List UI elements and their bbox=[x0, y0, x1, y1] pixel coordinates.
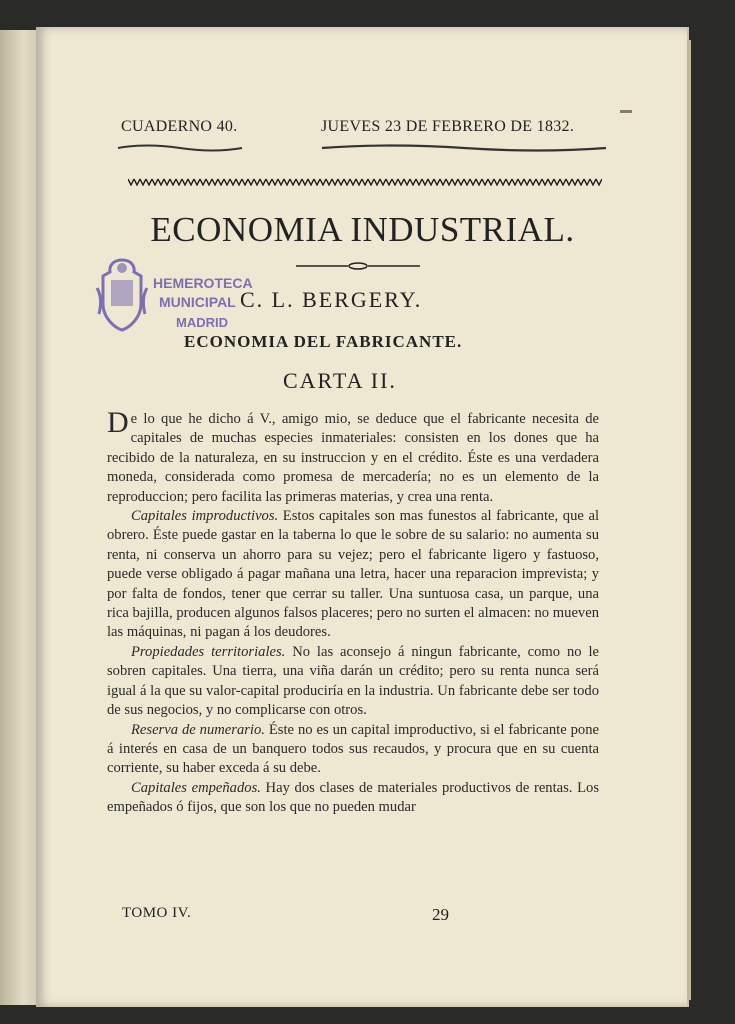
paragraph-lead: Capitales improductivos. bbox=[131, 508, 279, 525]
page-edge bbox=[687, 40, 691, 1000]
paragraph-text: Hay dos clases de materiales productivos de rentas. Los empeñados ó fijos, que son los que no pueden mudar bbox=[107, 779, 599, 816]
paragraph-lead: Capitales empeñados. bbox=[131, 779, 261, 796]
stamp-line-3: MADRID bbox=[176, 315, 228, 330]
issue-number: CUADERNO 40. bbox=[121, 118, 238, 135]
paragraph-3 bbox=[107, 643, 599, 721]
letter-heading: CARTA II. bbox=[283, 368, 397, 393]
paragraph-5 bbox=[107, 779, 599, 818]
paragraph-1 bbox=[107, 406, 599, 507]
header-swash-right bbox=[320, 142, 608, 154]
paragraph-2 bbox=[107, 507, 599, 643]
article-subtitle: ECONOMIA DEL FABRICANTE. bbox=[184, 332, 463, 351]
article-body bbox=[107, 406, 599, 818]
stamp-line-1: HEMEROTECA bbox=[153, 275, 253, 291]
drop-cap: D bbox=[107, 406, 129, 439]
page-number: 29 bbox=[432, 905, 449, 924]
header-swash-left bbox=[116, 142, 244, 154]
paragraph-text: e lo que he dicho á V., amigo mio, se deduce que el fabricante necesita de capitales de muchas especies inmateriales: consisten en los dones que ha recibido de la naturaleza, en su instruccion y en el crédito. Éste es una verdadera moneda, considerada como promesa de mercadería; no es un elemento de la reproduccion; pero facilita las primeras materias, y crea una renta. bbox=[107, 411, 599, 505]
volume-label: TOMO IV. bbox=[122, 905, 192, 921]
section-title: ECONOMIA INDUSTRIAL. bbox=[150, 210, 575, 249]
zigzag-rule bbox=[128, 178, 602, 186]
margin-mark bbox=[620, 110, 632, 113]
title-ornament bbox=[296, 262, 420, 270]
paragraph-lead: Reserva de numerario. bbox=[131, 721, 265, 738]
stamp-line-2: MUNICIPAL bbox=[159, 294, 236, 310]
coat-of-arms-icon bbox=[93, 258, 151, 332]
paragraph-text: Éste no es un capital improductivo, si el fabricante pone á interés en casa de un banquero todos sus recaudos, y procura que en su cuenta corriente, su haber exceda á su debe. bbox=[107, 721, 599, 777]
paragraph-text: Estos capitales son mas funestos al fabricante, que al obrero. Éste puede gastar en la taberna lo que le sobre de su salario: no aumenta su renta, ni conserva un ahorro para su vejez; pero el fabricante ligero y fastuoso, puede verse obligado á pagar mañana una letra, hacer una reparacion imprevista; y por falta de fondos, tener que cerrar su taller. Una suntuosa casa, un parque, una rica bajilla, producen algunos falsos placeres; pero no surten el almacen: no mueven las máquinas, ni pagan á los deudores. bbox=[107, 508, 599, 641]
paragraph-text: No las aconsejo á ningun fabricante, como no le sobren capitales. Una tierra, una viña darán un crédito; pero su renta nunca será igual á la que su valor-capital produciría en la industria. Un fabricante debe ser todo de sus negocios, y no complicarse con otros. bbox=[107, 643, 599, 719]
paragraph-4 bbox=[107, 721, 599, 779]
author-name: C. L. BERGERY. bbox=[240, 287, 423, 312]
issue-date: JUEVES 23 DE FEBRERO DE 1832. bbox=[321, 118, 575, 135]
paragraph-lead: Propiedades territoriales. bbox=[131, 643, 286, 660]
